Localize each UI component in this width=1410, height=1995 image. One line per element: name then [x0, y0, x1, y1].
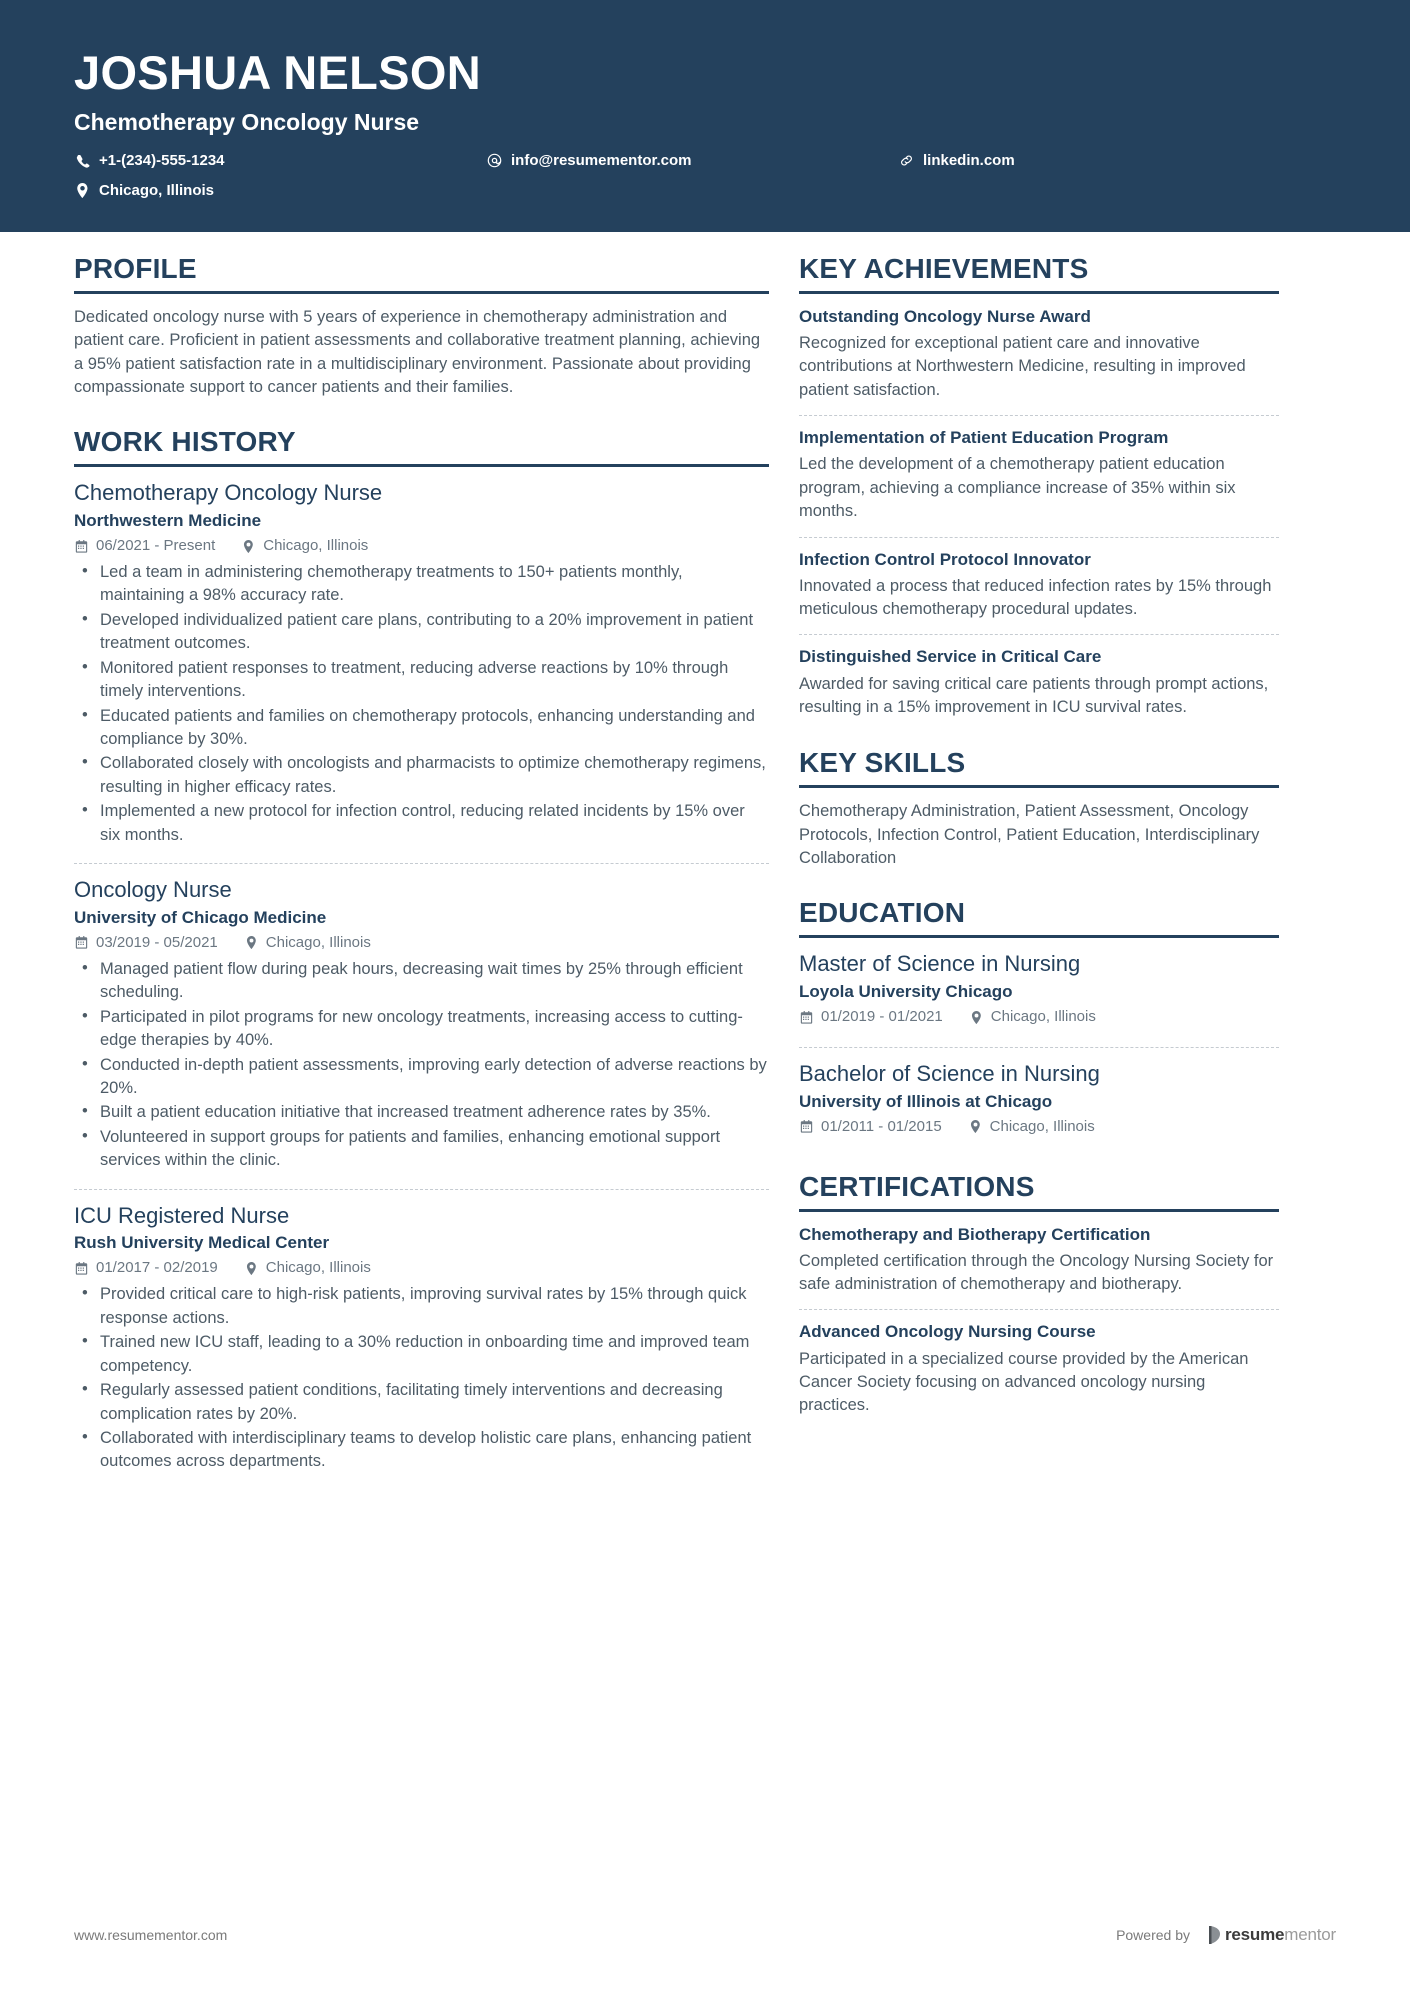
work-entry-location-text: Chicago, Illinois: [265, 933, 371, 951]
work-entry-location: [244, 1259, 371, 1277]
work-entry-location-text: Chicago, Illinois: [263, 537, 369, 555]
certification-title: Advanced Oncology Nursing Course: [799, 1322, 1096, 1342]
education-meta: [799, 1008, 1279, 1026]
entry-divider: [799, 1047, 1279, 1048]
list-item: • Educated patients and families on chemotherapy protocols, enhancing understanding and compliance by 30%.: [74, 705, 769, 752]
calendar-icon: [74, 936, 89, 949]
profile-text: Dedicated oncology nurse with 5 years of experience in chemotherapy administration and patient care. Proficient in patient assessments and collaborative treatment planning, achieving a 95% patient satisfaction rate in a multidisciplinary environment. Passionate about providing compassionate support to cancer patients and their families.: [74, 307, 761, 397]
achievement-description: Innovated a process that reduced infection rates by 15% through meticulous chemotherapy procedural updates.: [799, 576, 1272, 619]
work-entry-bullets: [74, 958, 769, 1173]
contact-email-text: info@resumementor.com: [511, 151, 692, 169]
work-entry-dates-text: 03/2019 - 05/2021: [96, 933, 218, 951]
work-entry: [74, 876, 769, 1176]
achievement-description: Led the development of a chemotherapy patient education program, achieving a compliance increase of 35% within six months.: [799, 455, 1236, 521]
education-school: University of Illinois at Chicago: [799, 1091, 1053, 1111]
work-entry: [74, 479, 769, 850]
powered-by-label: Powered by: [1116, 1927, 1190, 1943]
section-rule: [799, 1209, 1279, 1212]
education-location: [969, 1008, 1096, 1026]
work-entry-title: Chemotherapy Oncology Nurse: [74, 480, 383, 506]
calendar-icon: [799, 1011, 814, 1024]
contact-linkedin[interactable]: [898, 152, 1015, 170]
email-icon: [486, 153, 503, 168]
achievement-item: [799, 549, 1279, 623]
work-entry-location-text: Chicago, Illinois: [265, 1259, 371, 1277]
entry-divider: [799, 537, 1279, 538]
header-job-title: Chemotherapy Oncology Nurse: [74, 109, 420, 136]
work-history-heading: WORK HISTORY: [74, 426, 296, 458]
work-entry-dates: [74, 537, 215, 555]
education-location-text: Chicago, Illinois: [989, 1117, 1095, 1135]
list-item: • Built a patient education initiative that increased treatment adherence rates by 35%.: [74, 1101, 769, 1124]
right-column: [799, 232, 1279, 1483]
list-item: • Volunteered in support groups for patients and families, enhancing emotional support services within the clinic.: [74, 1126, 769, 1173]
contact-list: [74, 152, 1084, 212]
work-entry-dates-text: 01/2017 - 02/2019: [96, 1259, 218, 1277]
work-entry-organization: University of Chicago Medicine: [74, 907, 327, 927]
work-entry-dates: [74, 934, 218, 952]
entry-divider: [799, 415, 1279, 416]
footer-brand: [1116, 1925, 1336, 1945]
brand-name-bold: resume: [1225, 1925, 1285, 1944]
education-dates: [799, 1118, 942, 1136]
resumementor-logo: [1208, 1925, 1336, 1945]
education-heading: EDUCATION: [799, 897, 966, 929]
footer-url[interactable]: www.resumementor.com: [74, 1927, 228, 1943]
list-item: • Participated in pilot programs for new oncology treatments, increasing access to cutting-edge therapies by 40%.: [74, 1006, 769, 1053]
resume-footer: [0, 1875, 1410, 1995]
entry-divider: [74, 863, 769, 864]
certification-item: [799, 1224, 1279, 1298]
section-certifications: [799, 1150, 1279, 1419]
education-dates-text: 01/2011 - 01/2015: [821, 1117, 942, 1135]
achievement-item: [799, 646, 1279, 720]
section-rule: [799, 291, 1279, 294]
list-item: • Implemented a new protocol for infection control, reducing related incidents by 15% over six months.: [74, 800, 769, 847]
work-entry-organization: Rush University Medical Center: [74, 1233, 330, 1253]
work-entry-organization: Northwestern Medicine: [74, 510, 262, 530]
certification-title: Chemotherapy and Biotherapy Certification: [799, 1224, 1151, 1244]
certification-description: Participated in a specialized course provided by the American Cancer Society focusing on advanced oncology nursing practices.: [799, 1349, 1249, 1415]
list-item: • Managed patient flow during peak hours, decreasing wait times by 25% through efficient scheduling.: [74, 958, 769, 1005]
achievement-title: Distinguished Service in Critical Care: [799, 647, 1102, 667]
section-rule: [74, 464, 769, 467]
key-skills-heading: KEY SKILLS: [799, 747, 966, 779]
entry-divider: [799, 634, 1279, 635]
entry-divider: [799, 1309, 1279, 1310]
location-icon: [74, 183, 91, 198]
education-location: [968, 1118, 1095, 1136]
achievement-title: Implementation of Patient Education Program: [799, 428, 1169, 448]
work-entry-bullets: [74, 561, 769, 847]
contact-phone-text: +1-(234)-555-1234: [99, 151, 225, 169]
location-icon: [969, 1011, 984, 1024]
work-entry-meta: [74, 1259, 769, 1277]
education-dates-text: 01/2019 - 01/2021: [821, 1008, 943, 1025]
work-entry-dates: [74, 1259, 218, 1277]
achievement-item: [799, 306, 1279, 403]
achievement-item: [799, 427, 1279, 524]
certifications-heading: CERTIFICATIONS: [799, 1170, 1035, 1202]
achievement-title: Infection Control Protocol Innovator: [799, 549, 1091, 569]
phone-icon: [74, 154, 91, 168]
section-profile: [74, 232, 769, 399]
key-achievements-heading: KEY ACHIEVEMENTS: [799, 253, 1089, 284]
location-icon: [241, 540, 256, 553]
work-entry-title: Oncology Nurse: [74, 877, 232, 903]
contact-phone[interactable]: [74, 152, 486, 170]
list-item: • Regularly assessed patient conditions, facilitating timely interventions and decreasing complication rates by 20%.: [74, 1379, 769, 1426]
section-rule: [799, 785, 1279, 788]
list-item: • Provided critical care to high-risk patients, improving survival rates by 15% through quick response actions.: [74, 1283, 769, 1330]
education-degree: Bachelor of Science in Nursing: [799, 1061, 1100, 1086]
education-entry: [799, 1060, 1279, 1144]
section-work-history: [74, 405, 769, 1476]
brand-name-light: mentor: [1284, 1925, 1336, 1944]
certification-description: Completed certification through the Oncology Nursing Society for safe administration of chemotherapy and biotherapy.: [799, 1251, 1274, 1294]
profile-heading: PROFILE: [74, 253, 197, 284]
education-dates: [799, 1008, 943, 1026]
list-item: • Conducted in-depth patient assessments, improving early detection of adverse reactions by 20%.: [74, 1054, 769, 1101]
achievement-description: Recognized for exceptional patient care and innovative contributions at Northwestern Medicine, resulting in improved patient satisfaction.: [799, 333, 1246, 399]
resume-body: [0, 232, 1410, 1483]
contact-location: [74, 182, 486, 200]
list-item: • Led a team in administering chemotherapy treatments to 150+ patients monthly, maintaining a 98% accuracy rate.: [74, 561, 769, 608]
education-meta: [799, 1118, 1279, 1136]
education-entry: [799, 950, 1279, 1034]
location-icon: [244, 936, 259, 949]
list-item: • Collaborated closely with oncologists and pharmacists to optimize chemotherapy regimens, resulting in higher efficacy rates.: [74, 752, 769, 799]
list-item: • Trained new ICU staff, leading to a 30% reduction in onboarding time and improved team competency.: [74, 1331, 769, 1378]
page-title: JOSHUA NELSON: [74, 46, 481, 99]
list-item: • Developed individualized patient care plans, contributing to a 20% improvement in patient treatment outcomes.: [74, 609, 769, 656]
work-entry-title: ICU Registered Nurse: [74, 1202, 290, 1228]
list-item: • Collaborated with interdisciplinary teams to develop holistic care plans, enhancing patient outcomes across departments.: [74, 1427, 769, 1474]
location-icon: [968, 1120, 983, 1133]
achievement-title: Outstanding Oncology Nurse Award: [799, 306, 1091, 326]
certification-item: [799, 1321, 1279, 1418]
work-entry-meta: [74, 537, 769, 555]
contact-location-text: Chicago, Illinois: [99, 181, 215, 199]
link-icon: [898, 153, 915, 168]
location-icon: [244, 1262, 259, 1275]
entry-divider: [74, 1189, 769, 1190]
education-location-text: Chicago, Illinois: [990, 1008, 1096, 1025]
section-key-achievements: [799, 232, 1279, 720]
work-entry-meta: [74, 934, 769, 952]
section-education: [799, 876, 1279, 1143]
calendar-icon: [74, 1262, 89, 1275]
education-degree: Master of Science in Nursing: [799, 951, 1081, 977]
work-entry: [74, 1202, 769, 1477]
resumementor-mark-icon: [1208, 1925, 1221, 1945]
calendar-icon: [74, 540, 89, 553]
section-key-skills: [799, 726, 1279, 870]
achievement-description: Awarded for saving critical care patients through prompt actions, resulting in a 15% improvement in ICU survival rates.: [799, 674, 1269, 716]
work-entry-location: [241, 537, 368, 555]
left-column: [74, 232, 799, 1483]
work-entry-bullets: [74, 1283, 769, 1473]
resume-header: [0, 0, 1410, 232]
work-entry-location: [244, 934, 371, 952]
key-skills-text: Chemotherapy Administration, Patient Assessment, Oncology Protocols, Infection Control, Patient Education, Interdisciplinary Collaboration: [799, 802, 1260, 868]
contact-linkedin-text: linkedin.com: [923, 151, 1015, 169]
work-entry-dates-text: 06/2021 - Present: [96, 537, 216, 555]
education-school: Loyola University Chicago: [799, 981, 1013, 1001]
section-rule: [799, 935, 1279, 938]
calendar-icon: [799, 1120, 814, 1133]
contact-email[interactable]: [486, 152, 898, 170]
section-rule: [74, 291, 769, 294]
list-item: • Monitored patient responses to treatment, reducing adverse reactions by 10% through timely interventions.: [74, 657, 769, 704]
